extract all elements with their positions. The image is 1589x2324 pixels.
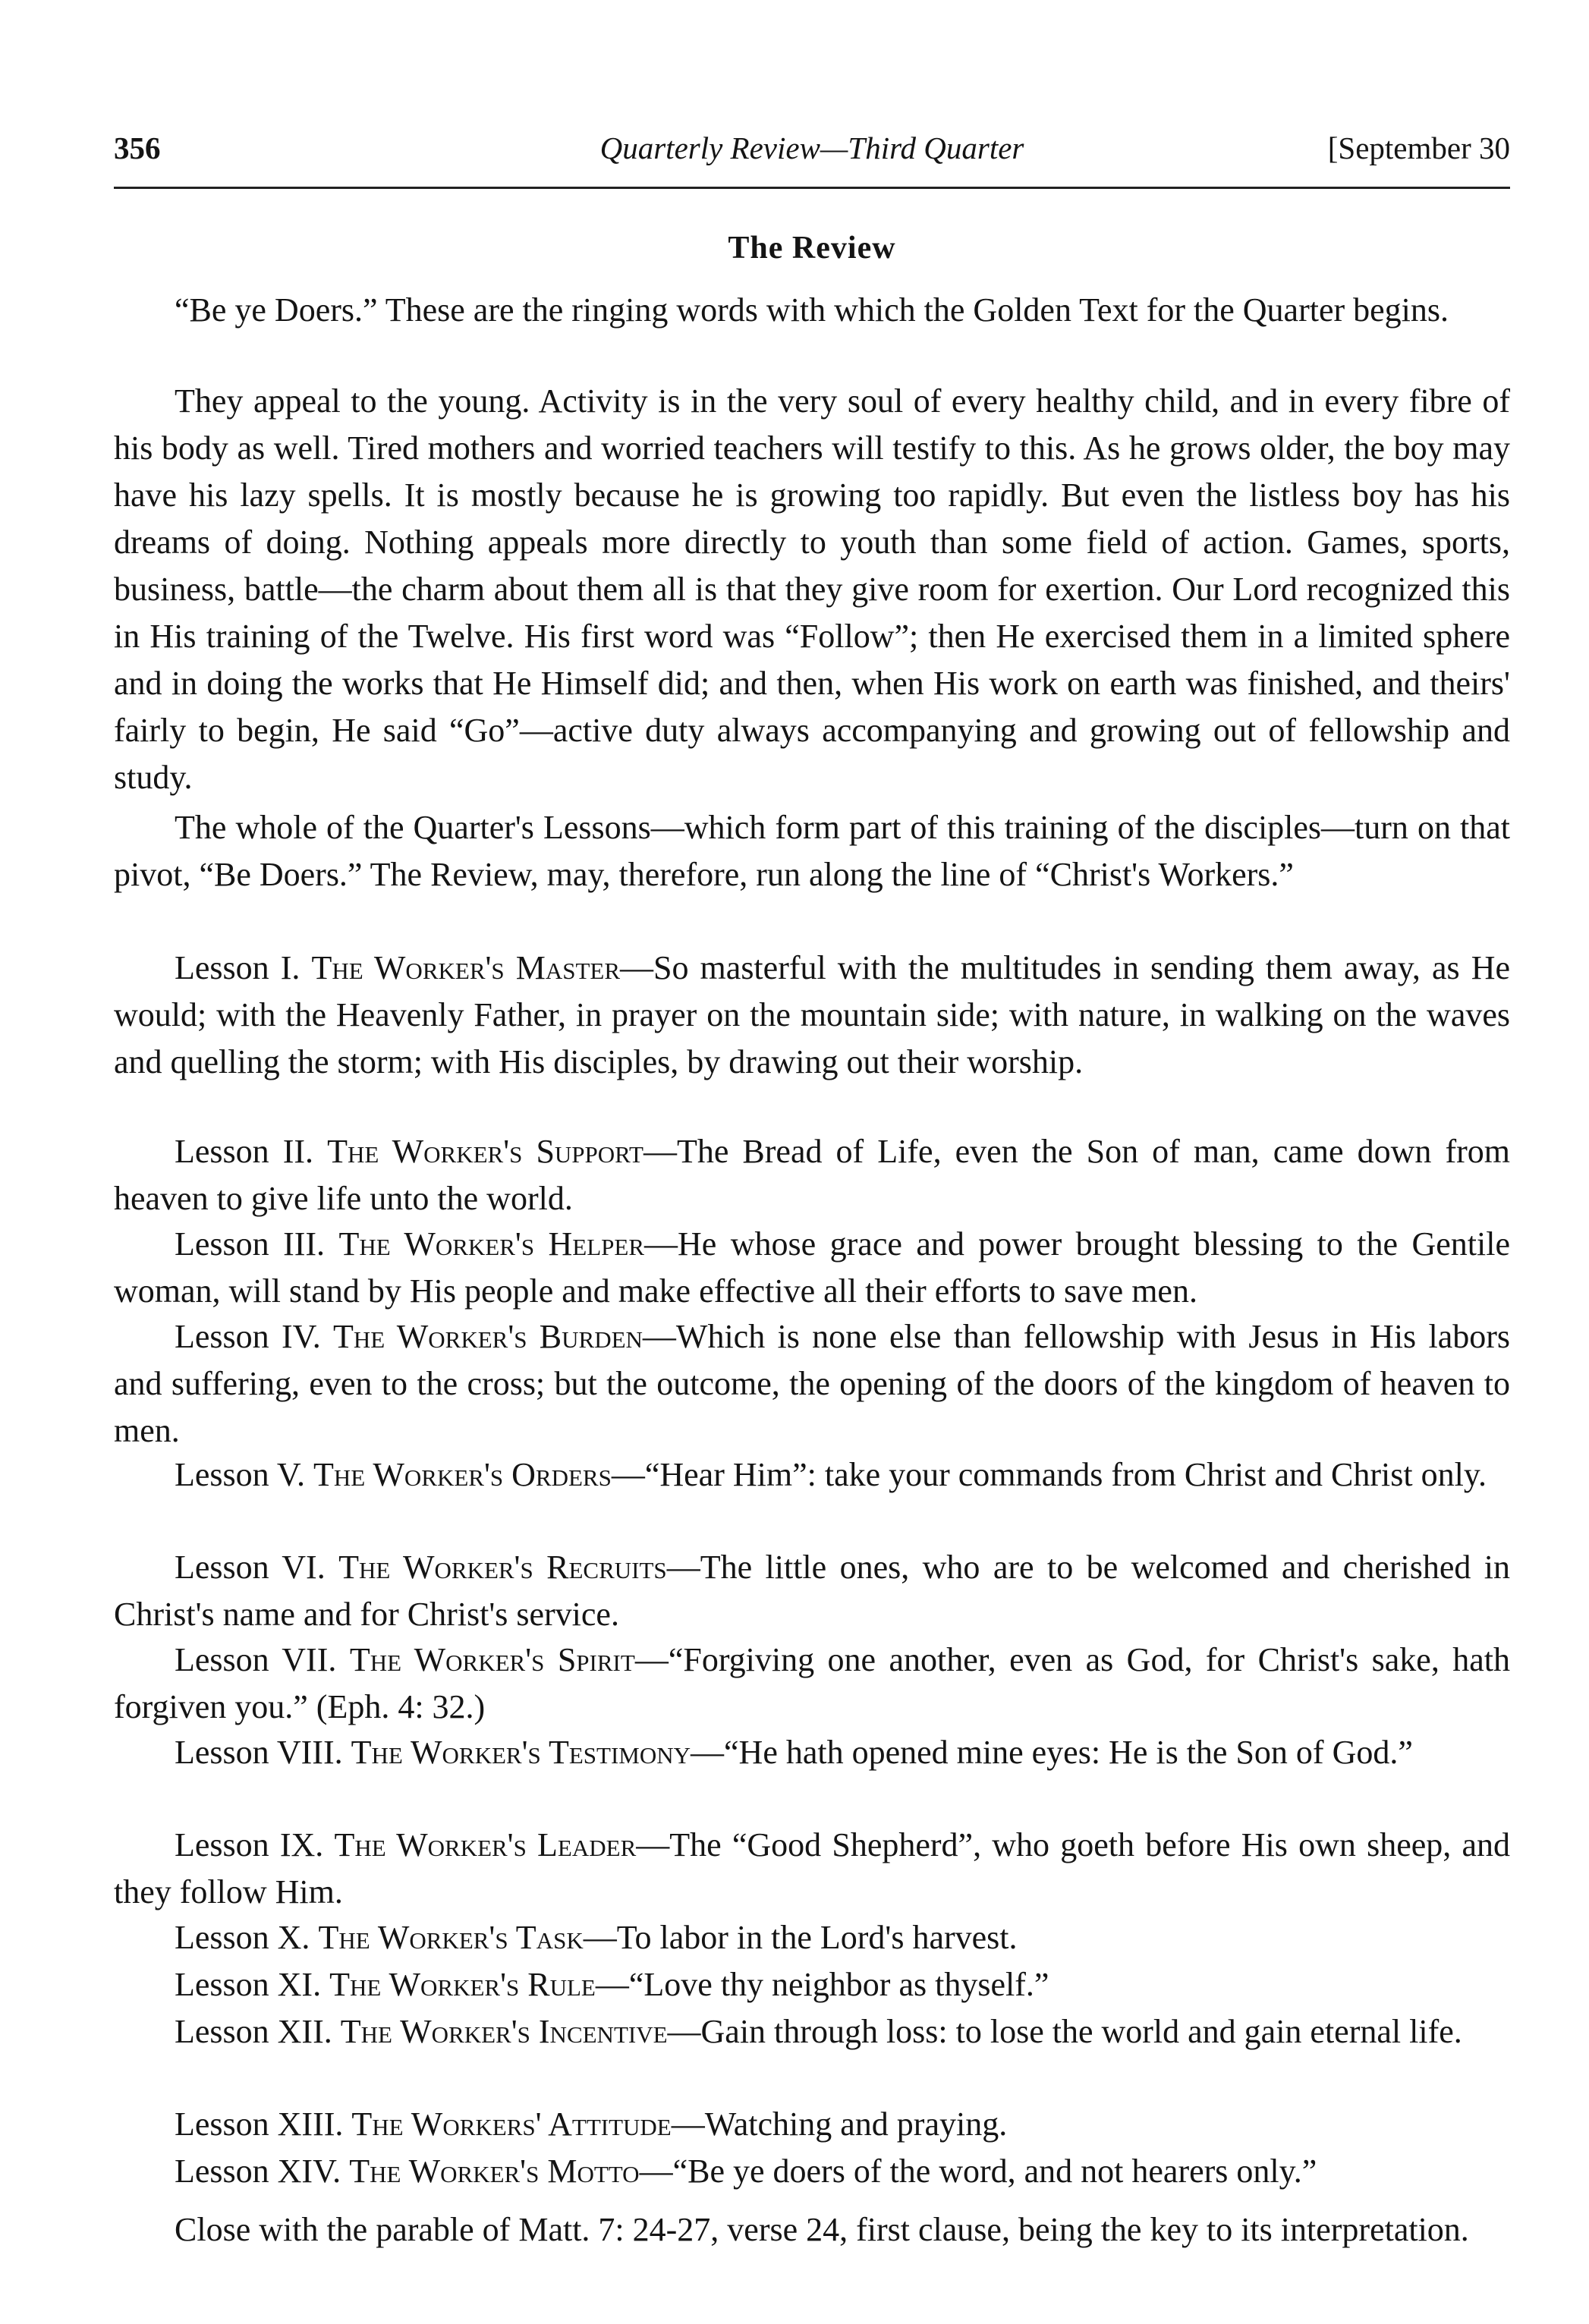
intro-paragraph-3: The whole of the Quarter's Lessons—which form part of this training of the disciples—turn on that pivot, “Be Doers.” The Review, may, therefore, run along the line of “Christ's Workers.” — [114, 809, 1510, 893]
lesson-label: Lesson XIII. — [175, 2105, 344, 2143]
lesson-label: Lesson II. — [175, 1133, 314, 1170]
lesson-label: Lesson VIII. — [175, 1734, 343, 1771]
lesson-title: The Worker's Motto — [349, 2153, 640, 2190]
lesson-label: Lesson V. — [175, 1456, 305, 1493]
header-date: [September 30 — [1327, 131, 1510, 165]
lesson-label: Lesson III. — [175, 1225, 326, 1263]
lesson-title: The Worker's Recruits — [338, 1549, 667, 1586]
lesson-title: The Worker's Spirit — [349, 1641, 635, 1678]
lesson-title: The Worker's Leader — [334, 1826, 637, 1863]
page-number: 356 — [114, 131, 161, 165]
lesson-paragraph — [114, 2008, 1510, 2055]
closing-paragraph: Close with the parable of Matt. 7: 24-27, verse 24, first clause, being the key to its interpretation. — [175, 2211, 1469, 2248]
lesson-paragraph — [114, 1221, 1510, 1315]
lesson-text: —To labor in the Lord's harvest. — [583, 1919, 1018, 1956]
lesson-label: Lesson XI. — [175, 1966, 322, 2003]
header-rule — [114, 187, 1510, 189]
lesson-text: —“Be ye doers of the word, and not hearers only.” — [639, 2153, 1317, 2190]
lesson-title: The Worker's Rule — [329, 1966, 596, 2003]
lesson-label: Lesson I. — [175, 949, 300, 986]
intro-paragraph-2: They appeal to the young. Activity is in the very soul of every healthy child, and in every fibre of his body as well. Tired mothers and worried teachers will testify to this. As he grows older, the boy may have his lazy spells. It is mostly because he is growing too rapidly. But even the listless boy has his dreams of doing. Nothing appeals more directly to youth than some field of action. Games, sports, business, battle—the charm about them all is that they give room for exertion. Our Lord recognized this in His training of the Twelve. His first word was “Follow”; then He exercised them in a limited sphere and in doing the works that He Himself did; and then, when His work on earth was finished, and theirs' fairly to begin, He said “Go”—active duty always accompanying and growing out of fellowship and study. — [114, 382, 1510, 796]
lesson-title: The Worker's Master — [311, 949, 621, 986]
lesson-text: —So masterful with the multitudes in sending them away, as He would; with the Heavenly Father, in prayer on the mountain side; with nature, in walking on the waves and quelling the storm; with His disciples, by drawing out their worship. — [114, 949, 1511, 1080]
lesson-paragraph — [114, 1637, 1510, 1731]
lesson-paragraph — [114, 1729, 1510, 1776]
lesson-label: Lesson IX. — [175, 1826, 324, 1863]
lesson-label: Lesson VII. — [175, 1641, 337, 1678]
lesson-label: Lesson IV. — [175, 1318, 321, 1355]
lesson-text: —Which is none else than fellowship with Jesus in His labors and suffering, even to the cross; but the outcome, the opening of the doors of the kingdom of heaven to men. — [114, 1318, 1510, 1449]
lesson-paragraph — [114, 1914, 1510, 1961]
lesson-text: —Watching and praying. — [671, 2105, 1008, 2143]
lesson-text: —The little ones, who are to be welcomed and cherished in Christ's name and for Christ's service. — [114, 1549, 1511, 1633]
lesson-title: The Worker's Task — [318, 1919, 584, 1956]
lesson-title: The Worker's Testimony — [351, 1734, 691, 1771]
lesson-label: Lesson XII. — [175, 2013, 332, 2050]
lesson-text: —The “Good Shepherd”, who goeth before His own sheep, and they follow Him. — [114, 1826, 1510, 1910]
lesson-label: Lesson XIV. — [175, 2153, 341, 2190]
lesson-title: The Worker's Orders — [313, 1456, 612, 1493]
lesson-title: The Worker's Helper — [338, 1225, 645, 1263]
page-header — [114, 121, 1510, 175]
lesson-text: —“Love thy neighbor as thyself.” — [595, 1966, 1049, 2003]
lesson-title: The Worker's Burden — [333, 1318, 643, 1355]
lesson-title: The Worker's Support — [327, 1133, 643, 1170]
lesson-text: —The Bread of Life, even the Son of man, came down from heaven to give life unto the world. — [114, 1133, 1510, 1217]
lesson-text: —“He hath opened mine eyes: He is the Son of God.” — [691, 1734, 1413, 1771]
lesson-text: —“Forgiving one another, even as God, for Christ's sake, hath forgiven you.” (Eph. 4: 32.) — [114, 1641, 1511, 1725]
lesson-title: The Worker's Incentive — [340, 2013, 668, 2050]
lesson-title: The Workers' Attitude — [351, 2105, 672, 2143]
lesson-text: —He whose grace and power brought blessing to the Gentile woman, will stand by His people and make effective all their efforts to save men. — [114, 1225, 1511, 1310]
lesson-label: Lesson X. — [175, 1919, 310, 1956]
lesson-paragraph — [114, 945, 1510, 1086]
lesson-text: —Gain through loss: to lose the world and gain eternal life. — [667, 2013, 1462, 2050]
lesson-paragraph — [114, 2148, 1510, 2195]
lesson-paragraph — [114, 1822, 1510, 1916]
lesson-paragraph — [114, 1544, 1510, 1638]
intro-paragraph-1: “Be ye Doers.” These are the ringing words with which the Golden Text for the Quarter begins. — [175, 291, 1449, 329]
section-heading: The Review — [728, 231, 896, 266]
lesson-paragraph — [114, 1451, 1510, 1498]
lesson-text: —“Hear Him”: take your commands from Christ and Christ only. — [611, 1456, 1487, 1493]
lesson-label: Lesson VI. — [175, 1549, 326, 1586]
lesson-paragraph — [114, 1313, 1510, 1454]
lesson-paragraph — [114, 1961, 1510, 2008]
running-title: Quarterly Review—Third Quarter — [599, 131, 1024, 165]
lesson-paragraph — [114, 2101, 1510, 2148]
lesson-paragraph — [114, 1128, 1510, 1222]
